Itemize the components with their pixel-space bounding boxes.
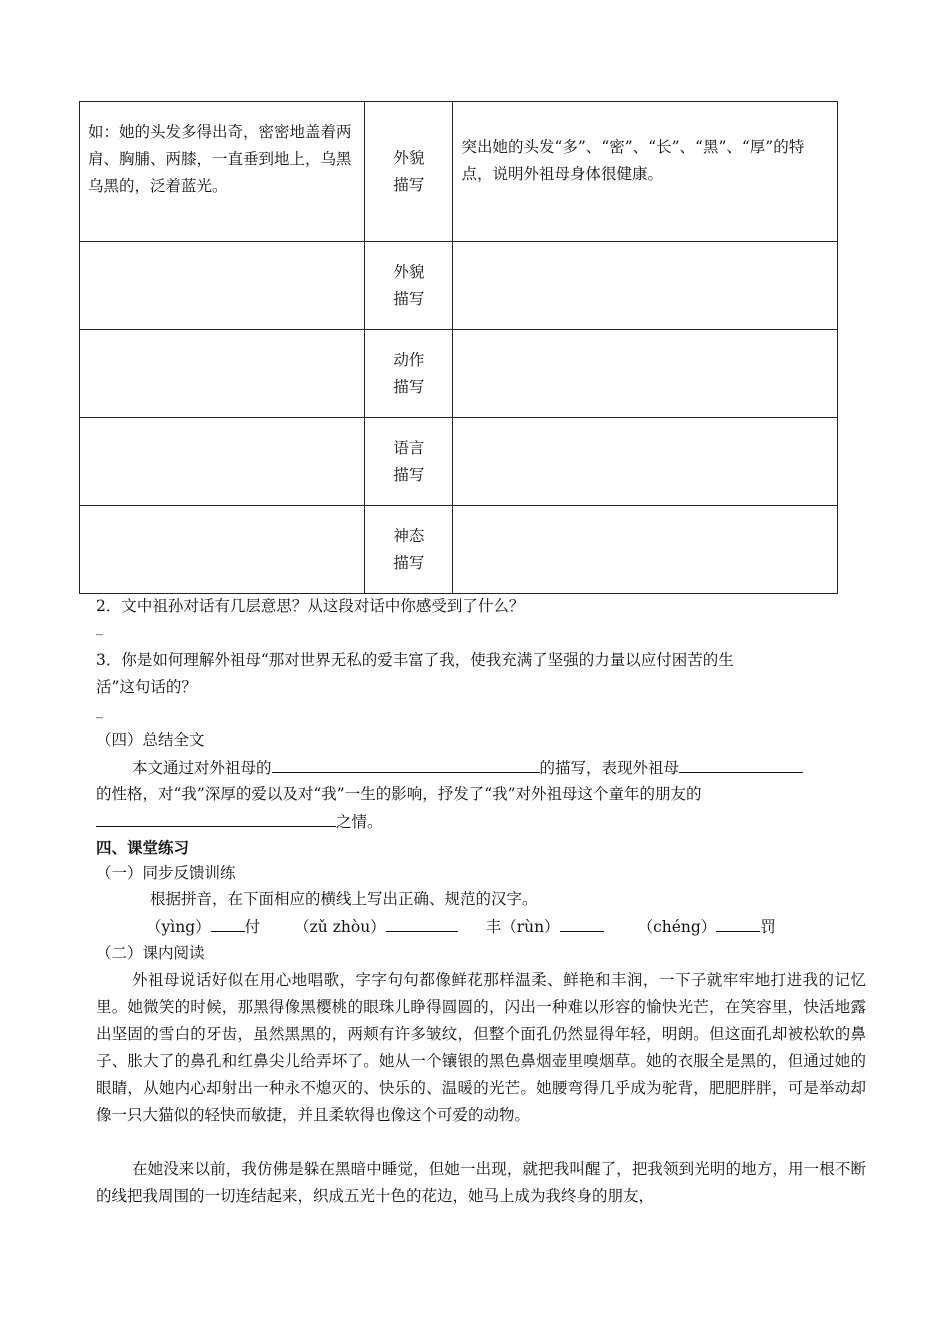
question-3-line2: 活”这句话的？ (96, 678, 197, 696)
description-analysis-table (79, 101, 838, 594)
summary-line-1 (132, 754, 803, 782)
blank-field[interactable] (386, 913, 458, 932)
pinyin-label: （chéng） (637, 918, 717, 936)
answer-mark[interactable]: _ (96, 620, 103, 636)
example-text (80, 506, 364, 523)
pinyin-row (146, 913, 776, 941)
pinyin-suffix: 付 (244, 918, 261, 936)
table-row (80, 242, 838, 330)
analysis-text (453, 242, 837, 259)
example-cell[interactable] (80, 418, 365, 506)
example-text (80, 418, 364, 435)
example-text: 如：她的头发多得出奇，密密地盖着两肩、胸脯、两膝，一直垂到地上，乌黑乌黑的，泛着蓝光。 (88, 123, 352, 195)
blank-field[interactable] (679, 754, 803, 773)
table-row (80, 330, 838, 418)
type-label: 外貌描写 (393, 262, 425, 308)
example-cell (80, 102, 365, 242)
example-cell[interactable] (80, 242, 365, 330)
analysis-cell[interactable] (453, 242, 838, 330)
reading-paragraph-2: 在她没来以前，我仿佛是躲在黑暗中睡觉，但她一出现，就把我叫醒了，把我领到光明的地方，用一根不断的线把我周围的一切连结起来，织成五光十色的花边，她马上成为我终身的朋友， (96, 1160, 866, 1205)
pinyin-suffix: 罚 (760, 918, 776, 936)
analysis-cell[interactable] (453, 506, 838, 594)
type-label: 语言描写 (393, 438, 425, 484)
summary-line-3 (96, 808, 383, 836)
pinyin-label: （zǔ zhòu） (294, 918, 386, 936)
question-2: 2．文中祖孙对话有几层意思？从这段对话中你感受到了什么？ (96, 597, 525, 615)
instruction-text: 根据拼音，在下面相应的横线上写出正确、规范的汉字。 (150, 890, 538, 908)
table-row (80, 506, 838, 594)
example-text (80, 242, 364, 259)
type-cell (365, 506, 453, 594)
analysis-text (453, 506, 837, 523)
analysis-cell[interactable] (453, 330, 838, 418)
example-text (80, 330, 364, 347)
type-cell (365, 330, 453, 418)
blank-field[interactable] (96, 808, 336, 827)
part4-sub1: （一）同步反馈训练 (96, 864, 236, 882)
section4-heading: （四）总结全文 (96, 731, 205, 749)
pinyin-label: 丰（rùn） (485, 918, 560, 936)
analysis-text (453, 418, 837, 435)
example-cell[interactable] (80, 330, 365, 418)
analysis-text: 突出她的头发“多”、“密”、“长”、“黑”、“厚”的特点，说明外祖母身体很健康。 (461, 138, 805, 183)
analysis-cell (453, 102, 838, 242)
table-row (80, 418, 838, 506)
question-3-line1: 3．你是如何理解外祖母“那对世界无私的爱丰富了我，使我充满了坚强的力量以应付困苦的生 (96, 651, 734, 669)
type-label: 外貌描写 (393, 148, 425, 194)
type-cell (365, 418, 453, 506)
summary-text: 本文通过对外祖母的 (132, 759, 272, 777)
summary-text: 之情。 (336, 813, 383, 831)
part4-sub2: （二）课内阅读 (96, 944, 205, 962)
table-row (80, 102, 838, 242)
summary-text: 的描写，表现外祖母 (539, 759, 680, 777)
pinyin-label: （yìng） (146, 918, 211, 936)
blank-field[interactable] (560, 913, 604, 932)
type-label: 神态描写 (393, 526, 425, 572)
blank-field[interactable] (211, 913, 245, 932)
example-cell[interactable] (80, 506, 365, 594)
summary-line-2: 的性格，对“我”深厚的爱以及对“我”一生的影响，抒发了“我”对外祖母这个童年的朋友的 (96, 785, 702, 803)
answer-mark[interactable]: _ (96, 703, 103, 719)
type-cell (365, 242, 453, 330)
type-label: 动作描写 (393, 350, 425, 396)
blank-field[interactable] (272, 754, 540, 773)
blank-field[interactable] (716, 913, 760, 932)
analysis-text (453, 330, 837, 347)
analysis-cell[interactable] (453, 418, 838, 506)
part4-heading: 四、课堂练习 (96, 839, 190, 857)
type-cell (365, 102, 453, 242)
reading-paragraph-1: 外祖母说话好似在用心地唱歌，字字句句都像鲜花那样温柔、鲜艳和丰润，一下子就牢牢地打进我的记忆里。她微笑的时候，那黑得像黑樱桃的眼珠儿睁得圆圆的，闪出一种难以形容的愉快光芒，在笑容里，快活地露出坚固的雪白的牙齿，虽然黑黑的，两颊有许多皱纹，但整个面孔仍然显得年轻，明朗。但这面孔却被松软的鼻子、胀大了的鼻孔和红鼻尖儿给弄坏了。她从一个镶银的黑色鼻烟壶里嗅烟草。她的衣服全是黑的，但通过她的眼睛，从她内心却射出一种永不熄灭的、快乐的、温暖的光芒。她腰弯得几乎成为驼背，肥肥胖胖，可是举动却像一只大猫似的轻快而敏捷，并且柔软得也像这个可爱的动物。 (96, 971, 866, 1124)
